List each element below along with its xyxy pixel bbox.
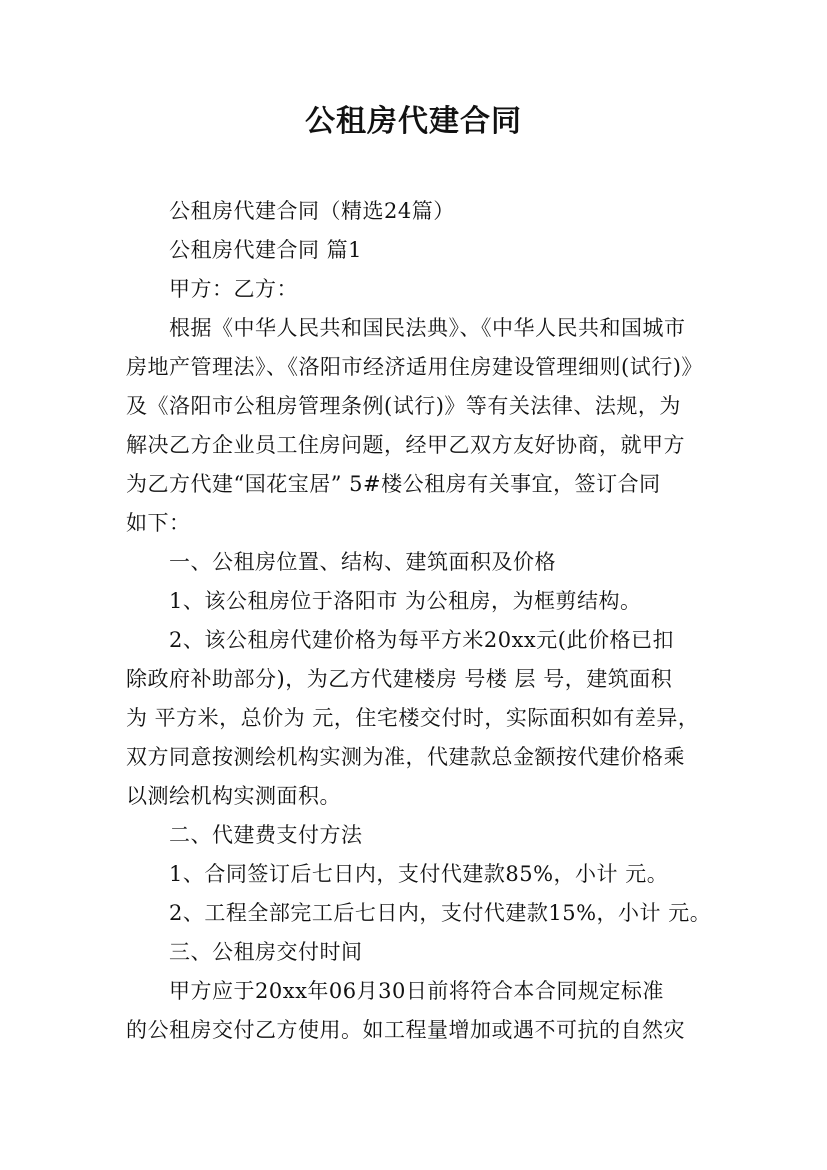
body-line: 除政府补助部分)，为乙方代建楼房 号楼 层 号，建筑面积	[126, 667, 673, 691]
body-line: 解决乙方企业员工住房问题，经甲乙双方友好协商，就甲方	[126, 433, 685, 457]
document-title: 公租房代建合同	[305, 104, 522, 139]
section-heading: 三、公租房交付时间	[169, 940, 363, 964]
body-line: 公租房代建合同（精选24篇）	[169, 199, 455, 223]
body-line: 2、工程全部完工后七日内，支付代建款15%，小计 元。	[169, 901, 712, 925]
body-line: 的公租房交付乙方使用。如工程量增加或遇不可抗的自然灾	[126, 1018, 685, 1042]
body-line: 公租房代建合同 篇1	[169, 238, 363, 262]
body-line: 1、该公租房位于洛阳市 为公租房，为框剪结构。	[169, 589, 642, 613]
body-line: 2、该公租房代建价格为每平方米20xx元(此价格已扣	[169, 628, 674, 652]
body-line: 为乙方代建“国花宝居” 5#楼公租房有关事宜，签订合同	[126, 472, 661, 496]
body-line: 为 平方米，总价为 元，住宅楼交付时，实际面积如有差异，	[126, 706, 700, 730]
body-line: 双方同意按测绘机构实测为准，代建款总金额按代建价格乘	[126, 745, 685, 769]
body-line: 以测绘机构实测面积。	[126, 784, 341, 808]
section-heading: 二、代建费支付方法	[169, 823, 363, 847]
body-line: 甲方：乙方：	[169, 277, 298, 301]
body-line: 甲方应于20xx年06月30日前将符合本合同规定标准	[169, 979, 664, 1003]
body-line: 如下：	[126, 511, 191, 535]
section-heading: 一、公租房位置、结构、建筑面积及价格	[169, 550, 556, 574]
body-line: 及《洛阳市公租房管理条例(试行)》等有关法律、法规，为	[126, 394, 681, 418]
body-line: 根据《中华人民共和国民法典》、《中华人民共和国城市	[169, 316, 686, 340]
body-line: 房地产管理法》、《洛阳市经济适用住房建设管理细则(试行)》	[126, 355, 703, 379]
body-line: 1、合同签订后七日内，支付代建款85%，小计 元。	[169, 862, 669, 886]
